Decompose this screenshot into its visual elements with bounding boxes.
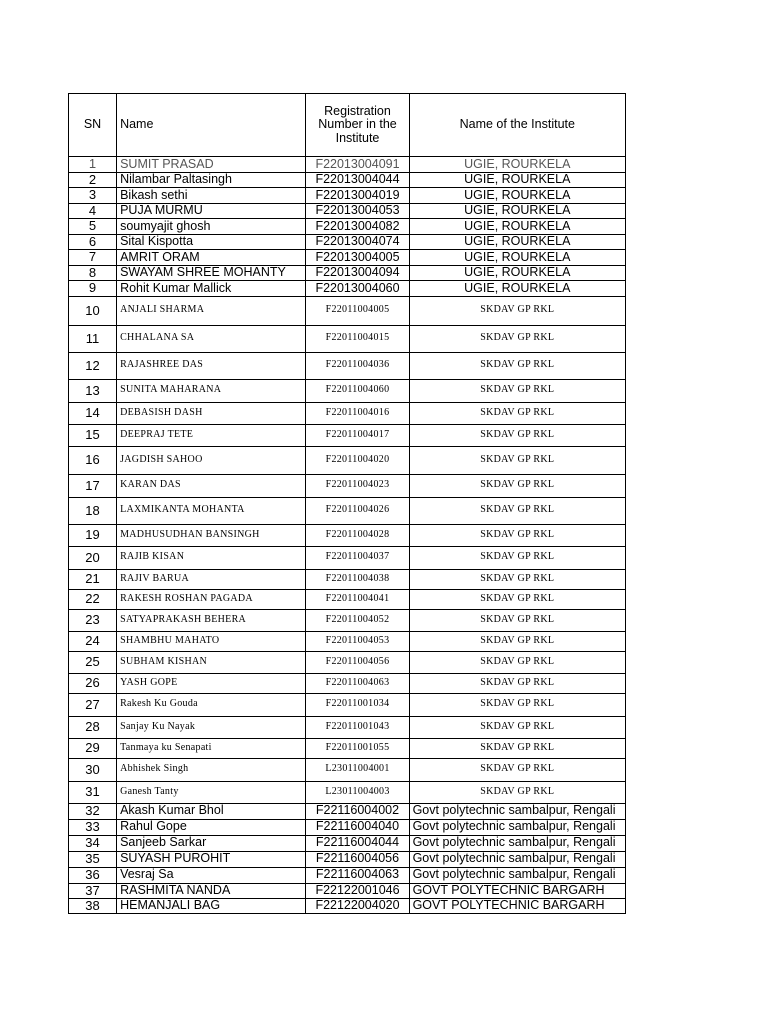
- table-row: [69, 265, 626, 281]
- cell-name: CHHALANA SA: [117, 325, 306, 352]
- cell-registration: F22011001043: [306, 716, 409, 738]
- cell-sn: 10: [69, 296, 117, 325]
- cell-sn: 17: [69, 474, 117, 497]
- cell-registration: F22011004056: [306, 651, 409, 673]
- cell-institute: SKDAV GP RKL: [409, 673, 625, 693]
- table-row: [69, 402, 626, 424]
- cell-institute: Govt polytechnic sambalpur, Rengali: [409, 803, 625, 819]
- cell-institute: SKDAV GP RKL: [409, 781, 625, 803]
- cell-institute: SKDAV GP RKL: [409, 651, 625, 673]
- cell-sn: 14: [69, 402, 117, 424]
- cell-name: Akash Kumar Bhol: [117, 803, 306, 819]
- table-row: [69, 631, 626, 651]
- cell-name: SUBHAM KISHAN: [117, 651, 306, 673]
- table-row: [69, 219, 626, 235]
- cell-registration: F22011004017: [306, 424, 409, 446]
- cell-sn: 18: [69, 497, 117, 524]
- cell-sn: 29: [69, 738, 117, 758]
- cell-sn: 15: [69, 424, 117, 446]
- table-row: [69, 651, 626, 673]
- cell-name: HEMANJALI BAG: [117, 898, 306, 913]
- table-row: [69, 203, 626, 219]
- cell-sn: 3: [69, 188, 117, 204]
- cell-sn: 1: [69, 157, 117, 173]
- table-row: [69, 781, 626, 803]
- cell-registration: F22011004037: [306, 546, 409, 569]
- cell-name: DEBASISH DASH: [117, 402, 306, 424]
- cell-registration: F22011004028: [306, 524, 409, 546]
- table-row: [69, 424, 626, 446]
- cell-registration: F22011004053: [306, 631, 409, 651]
- cell-institute: SKDAV GP RKL: [409, 758, 625, 781]
- cell-registration: F22013004005: [306, 250, 409, 266]
- cell-institute: SKDAV GP RKL: [409, 352, 625, 379]
- cell-sn: 26: [69, 673, 117, 693]
- cell-name: Ganesh Tanty: [117, 781, 306, 803]
- cell-name: Sanjay Ku Nayak: [117, 716, 306, 738]
- cell-institute: SKDAV GP RKL: [409, 296, 625, 325]
- student-list-table: [68, 93, 626, 914]
- cell-sn: 8: [69, 265, 117, 281]
- cell-institute: SKDAV GP RKL: [409, 379, 625, 402]
- table-row: [69, 693, 626, 716]
- cell-sn: 19: [69, 524, 117, 546]
- cell-registration: F22011004038: [306, 569, 409, 589]
- cell-institute: UGIE, ROURKELA: [409, 188, 625, 204]
- cell-sn: 16: [69, 446, 117, 474]
- cell-sn: 9: [69, 281, 117, 297]
- cell-registration: F22116004002: [306, 803, 409, 819]
- cell-name: MADHUSUDHAN BANSINGH: [117, 524, 306, 546]
- cell-institute: SKDAV GP RKL: [409, 738, 625, 758]
- cell-name: RAJIV BARUA: [117, 569, 306, 589]
- cell-name: KARAN DAS: [117, 474, 306, 497]
- cell-name: Sital Kispotta: [117, 234, 306, 250]
- header-registration: Registration Number in the Institute: [306, 94, 409, 157]
- cell-registration: F22122001046: [306, 883, 409, 898]
- cell-name: Rahul Gope: [117, 819, 306, 835]
- cell-sn: 20: [69, 546, 117, 569]
- cell-sn: 25: [69, 651, 117, 673]
- cell-sn: 7: [69, 250, 117, 266]
- cell-sn: 2: [69, 172, 117, 188]
- table-row: [69, 716, 626, 738]
- cell-institute: SKDAV GP RKL: [409, 569, 625, 589]
- cell-name: Vesraj Sa: [117, 867, 306, 883]
- cell-name: YASH GOPE: [117, 673, 306, 693]
- cell-registration: F22011004023: [306, 474, 409, 497]
- cell-registration: F22013004019: [306, 188, 409, 204]
- table-row: [69, 250, 626, 266]
- cell-name: Abhishek Singh: [117, 758, 306, 781]
- cell-name: SUNITA MAHARANA: [117, 379, 306, 402]
- cell-sn: 37: [69, 883, 117, 898]
- cell-sn: 35: [69, 851, 117, 867]
- cell-registration: F22011004015: [306, 325, 409, 352]
- cell-registration: F22011001055: [306, 738, 409, 758]
- cell-sn: 21: [69, 569, 117, 589]
- cell-institute: SKDAV GP RKL: [409, 325, 625, 352]
- table-row: [69, 673, 626, 693]
- cell-sn: 30: [69, 758, 117, 781]
- cell-name: SUYASH PUROHIT: [117, 851, 306, 867]
- cell-registration: F22013004091: [306, 157, 409, 173]
- cell-registration: L23011004001: [306, 758, 409, 781]
- cell-sn: 28: [69, 716, 117, 738]
- cell-institute: UGIE, ROURKELA: [409, 250, 625, 266]
- cell-registration: F22013004044: [306, 172, 409, 188]
- cell-registration: F22011004036: [306, 352, 409, 379]
- cell-institute: SKDAV GP RKL: [409, 716, 625, 738]
- cell-registration: F22011004060: [306, 379, 409, 402]
- cell-institute: UGIE, ROURKELA: [409, 234, 625, 250]
- table-row: [69, 546, 626, 569]
- cell-sn: 5: [69, 219, 117, 235]
- header-institute: Name of the Institute: [409, 94, 625, 157]
- cell-name: DEEPRAJ TETE: [117, 424, 306, 446]
- cell-registration: F22011004052: [306, 609, 409, 631]
- cell-institute: SKDAV GP RKL: [409, 693, 625, 716]
- cell-name: Sanjeeb Sarkar: [117, 835, 306, 851]
- cell-institute: GOVT POLYTECHNIC BARGARH: [409, 883, 625, 898]
- table-row: [69, 867, 626, 883]
- cell-sn: 33: [69, 819, 117, 835]
- cell-name: Nilambar Paltasingh: [117, 172, 306, 188]
- cell-registration: F22011001034: [306, 693, 409, 716]
- cell-registration: F22013004094: [306, 265, 409, 281]
- cell-institute: Govt polytechnic sambalpur, Rengali: [409, 851, 625, 867]
- table-row: [69, 758, 626, 781]
- cell-sn: 23: [69, 609, 117, 631]
- cell-registration: F22011004016: [306, 402, 409, 424]
- cell-name: SHAMBHU MAHATO: [117, 631, 306, 651]
- cell-institute: SKDAV GP RKL: [409, 546, 625, 569]
- table-row: [69, 569, 626, 589]
- cell-institute: SKDAV GP RKL: [409, 589, 625, 609]
- cell-sn: 11: [69, 325, 117, 352]
- cell-institute: SKDAV GP RKL: [409, 524, 625, 546]
- cell-name: Bikash sethi: [117, 188, 306, 204]
- cell-name: JAGDISH SAHOO: [117, 446, 306, 474]
- cell-institute: UGIE, ROURKELA: [409, 265, 625, 281]
- cell-sn: 24: [69, 631, 117, 651]
- cell-name: RAKESH ROSHAN PAGADA: [117, 589, 306, 609]
- cell-institute: SKDAV GP RKL: [409, 424, 625, 446]
- cell-name: SWAYAM SHREE MOHANTY: [117, 265, 306, 281]
- cell-name: RAJASHREE DAS: [117, 352, 306, 379]
- cell-registration: L23011004003: [306, 781, 409, 803]
- cell-institute: UGIE, ROURKELA: [409, 281, 625, 297]
- cell-name: Tanmaya ku Senapati: [117, 738, 306, 758]
- table-row: [69, 851, 626, 867]
- table-row: [69, 172, 626, 188]
- cell-institute: Govt polytechnic sambalpur, Rengali: [409, 819, 625, 835]
- cell-sn: 4: [69, 203, 117, 219]
- table-row: [69, 281, 626, 297]
- header-row: [69, 94, 626, 157]
- cell-institute: SKDAV GP RKL: [409, 402, 625, 424]
- cell-name: SUMIT PRASAD: [117, 157, 306, 173]
- cell-sn: 12: [69, 352, 117, 379]
- cell-sn: 31: [69, 781, 117, 803]
- cell-registration: F22011004063: [306, 673, 409, 693]
- table-row: [69, 803, 626, 819]
- cell-name: LAXMIKANTA MOHANTA: [117, 497, 306, 524]
- cell-institute: SKDAV GP RKL: [409, 497, 625, 524]
- table-row: [69, 446, 626, 474]
- table-row: [69, 352, 626, 379]
- table-row: [69, 379, 626, 402]
- table-row: [69, 157, 626, 173]
- cell-institute: SKDAV GP RKL: [409, 474, 625, 497]
- header-name: Name: [117, 94, 306, 157]
- cell-registration: F22011004041: [306, 589, 409, 609]
- cell-sn: 6: [69, 234, 117, 250]
- table-row: [69, 819, 626, 835]
- cell-institute: UGIE, ROURKELA: [409, 219, 625, 235]
- cell-institute: SKDAV GP RKL: [409, 609, 625, 631]
- table-row: [69, 898, 626, 913]
- table-row: [69, 524, 626, 546]
- cell-institute: Govt polytechnic sambalpur, Rengali: [409, 867, 625, 883]
- cell-name: SATYAPRAKASH BEHERA: [117, 609, 306, 631]
- table-row: [69, 883, 626, 898]
- cell-name: RASHMITA NANDA: [117, 883, 306, 898]
- cell-registration: F22116004040: [306, 819, 409, 835]
- cell-institute: UGIE, ROURKELA: [409, 203, 625, 219]
- cell-name: ANJALI SHARMA: [117, 296, 306, 325]
- cell-registration: F22116004056: [306, 851, 409, 867]
- table-row: [69, 234, 626, 250]
- cell-sn: 34: [69, 835, 117, 851]
- table-row: [69, 474, 626, 497]
- table-row: [69, 835, 626, 851]
- cell-institute: GOVT POLYTECHNIC BARGARH: [409, 898, 625, 913]
- cell-registration: F22011004020: [306, 446, 409, 474]
- cell-name: RAJIB KISAN: [117, 546, 306, 569]
- cell-registration: F22013004082: [306, 219, 409, 235]
- table-body: [69, 157, 626, 914]
- cell-registration: F22122004020: [306, 898, 409, 913]
- table-row: [69, 609, 626, 631]
- cell-name: PUJA MURMU: [117, 203, 306, 219]
- cell-sn: 13: [69, 379, 117, 402]
- table-row: [69, 497, 626, 524]
- table-row: [69, 325, 626, 352]
- cell-sn: 32: [69, 803, 117, 819]
- cell-institute: UGIE, ROURKELA: [409, 172, 625, 188]
- cell-institute: SKDAV GP RKL: [409, 446, 625, 474]
- cell-registration: F22013004074: [306, 234, 409, 250]
- cell-registration: F22013004060: [306, 281, 409, 297]
- table-row: [69, 188, 626, 204]
- cell-institute: Govt polytechnic sambalpur, Rengali: [409, 835, 625, 851]
- cell-registration: F22011004026: [306, 497, 409, 524]
- cell-name: Rakesh Ku Gouda: [117, 693, 306, 716]
- cell-registration: F22013004053: [306, 203, 409, 219]
- cell-sn: 22: [69, 589, 117, 609]
- cell-sn: 38: [69, 898, 117, 913]
- table-row: [69, 738, 626, 758]
- cell-registration: F22116004044: [306, 835, 409, 851]
- cell-name: Rohit Kumar Mallick: [117, 281, 306, 297]
- table-row: [69, 296, 626, 325]
- cell-name: soumyajit ghosh: [117, 219, 306, 235]
- cell-name: AMRIT ORAM: [117, 250, 306, 266]
- cell-institute: SKDAV GP RKL: [409, 631, 625, 651]
- cell-registration: F22116004063: [306, 867, 409, 883]
- header-sn: SN: [69, 94, 117, 157]
- cell-institute: UGIE, ROURKELA: [409, 157, 625, 173]
- cell-sn: 27: [69, 693, 117, 716]
- table-row: [69, 589, 626, 609]
- cell-sn: 36: [69, 867, 117, 883]
- cell-registration: F22011004005: [306, 296, 409, 325]
